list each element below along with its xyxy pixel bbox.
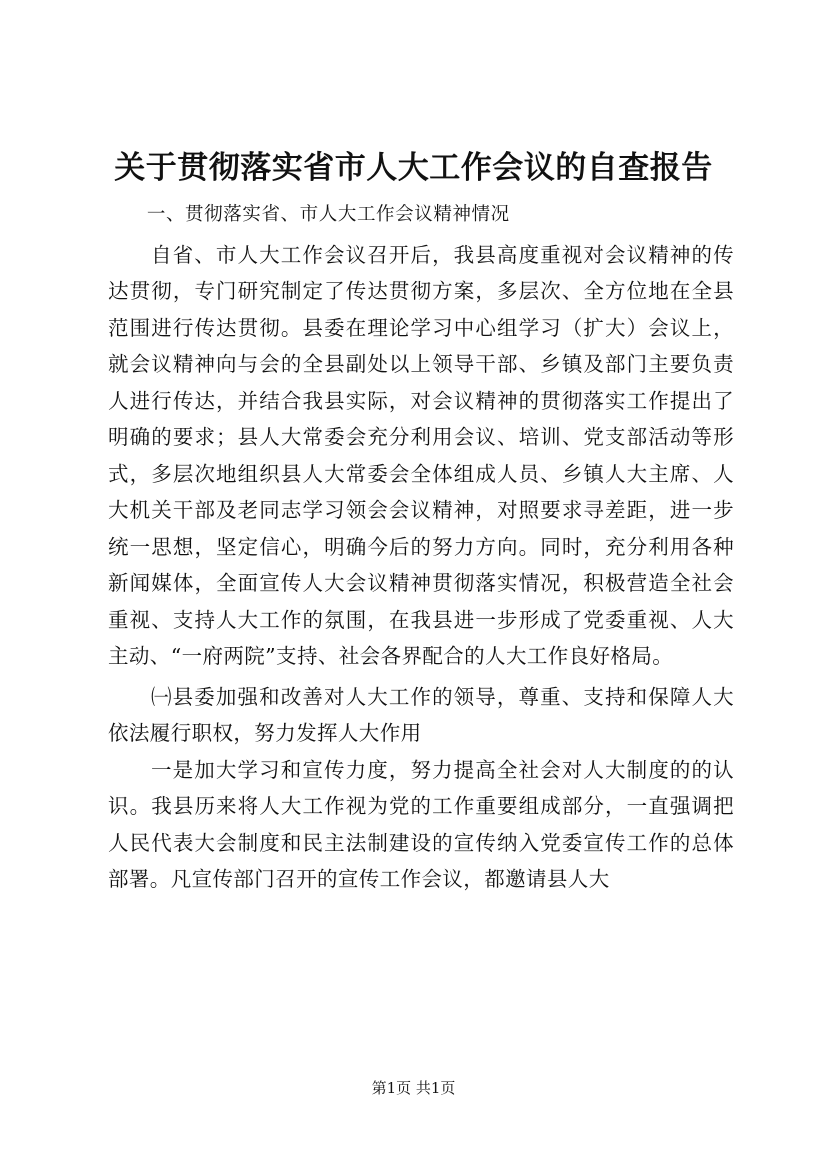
document-title: 关于贯彻落实省市人大工作会议的自查报告 (114, 150, 713, 186)
sub-heading: ㈠县委加强和改善对人大工作的领导，尊重、支持和保障人大依法履行职权，努力发挥人大作用 (108, 684, 734, 745)
body-paragraph-1: 自省、市人大工作会议召开后，我县高度重视对会议精神的传达贯彻，专门研究制定了传达贯彻方案，多层次、全方位地在全县范围进行传达贯彻。县委在理论学习中心组学习（扩大）会议上，就会议精神向与会的全县副处以上领导干部、乡镇及部门主要负责人进行传达，并结合我县实际，对会议精神的贯彻落实工作提出了明确的要求；县人大常委会充分利用会议、培训、党支部活动等形式，多层次地组织县人大常委会全体组成人员、乡镇人大主席、人大机关干部及老同志学习领会会议精神，对照要求寻差距，进一步统一思想，坚定信心，明确今后的努力方向。同时，充分利用各种新闻媒体，全面宣传人大会议精神贯彻落实情况，积极营造全社会重视、支持人大工作的氛围，在我县进一步形成了党委重视、人大主动、“一府两院”支持、社会各界配合的人大工作良好格局。 (108, 242, 734, 668)
document-body (108, 197, 734, 898)
section-heading: 一、贯彻落实省、市人大工作会议精神情况 (146, 204, 510, 225)
page-footer: 第1页 共1页 (371, 1079, 456, 1097)
body-paragraph-2: 一是加大学习和宣传力度，努力提高全社会对人大制度的的认识。我县历来将人大工作视为党的工作重要组成部分，一直强调把人民代表大会制度和民主法制建设的宣传纳入党委宣传工作的总体部署。凡宣传部门召开的宣传工作会议，都邀请县人大 (108, 757, 734, 891)
